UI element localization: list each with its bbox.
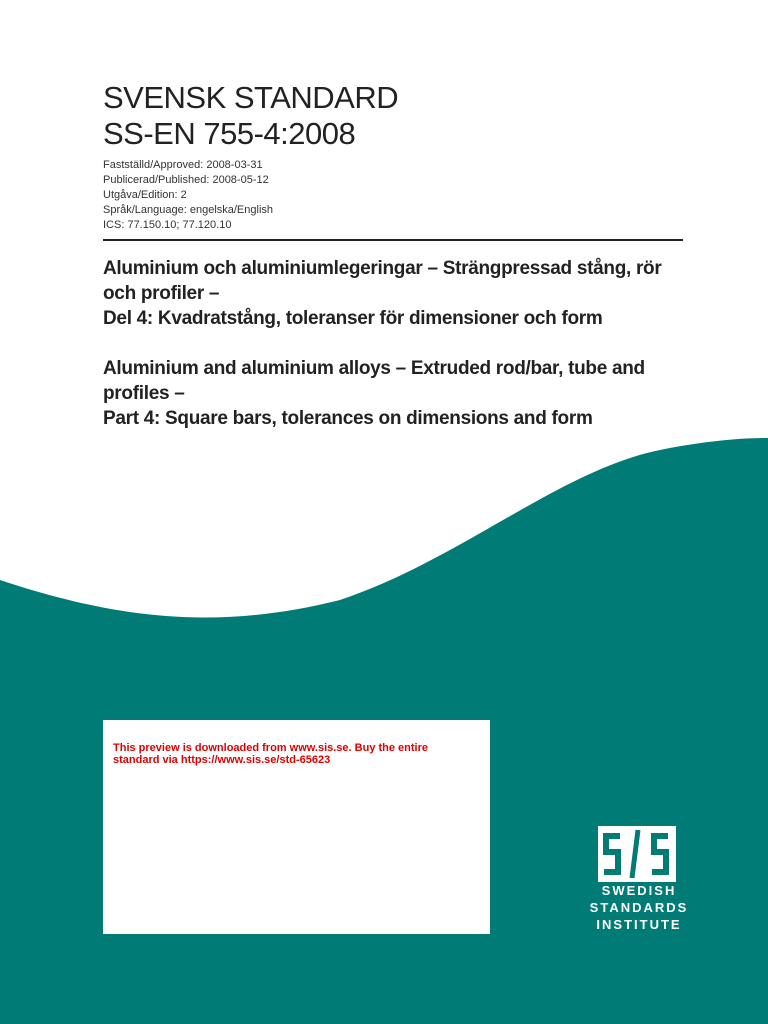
preview-notice-line: This preview is downloaded from www.sis.se. Buy the entire <box>113 742 428 754</box>
swedish-title-line: Aluminium och aluminiumlegeringar – Strängpressad stång, rör <box>103 258 662 279</box>
english-title-line: profiles – <box>103 383 185 404</box>
preview-notice-box <box>103 720 490 934</box>
sis-logo-mark-icon <box>598 826 676 882</box>
header-block <box>103 80 703 233</box>
logo-text-line: INSTITUTE <box>596 917 682 932</box>
header-divider <box>103 239 683 241</box>
swedish-title <box>103 256 703 331</box>
meta-published: Publicerad/Published: 2008-05-12 <box>103 174 269 186</box>
meta-ics: ICS: 77.150.10; 77.120.10 <box>103 219 232 231</box>
sis-logo <box>584 826 694 933</box>
english-title <box>103 356 703 431</box>
metadata-list <box>103 158 703 233</box>
logo-text-line: SWEDISH <box>601 883 677 898</box>
swedish-title-line: Del 4: Kvadratstång, toleranser för dimensioner och form <box>103 308 603 329</box>
meta-language: Språk/Language: engelska/English <box>103 204 274 216</box>
preview-notice-line: standard via https://www.sis.se/std-65623 <box>113 754 331 766</box>
swedish-title-line: och profiler – <box>103 283 220 304</box>
meta-edition: Utgåva/Edition: 2 <box>103 189 187 201</box>
english-title-line: Aluminium and aluminium alloys – Extruded rod/bar, tube and <box>103 358 645 379</box>
document-titles <box>103 256 703 431</box>
meta-approved: Fastställd/Approved: 2008-03-31 <box>103 159 263 171</box>
english-title-line: Part 4: Square bars, tolerances on dimensions and form <box>103 408 593 429</box>
standard-number: SS-EN 755-4:2008 <box>103 116 356 151</box>
logo-text-line: STANDARDS <box>589 900 689 915</box>
preview-notice[interactable] <box>113 742 483 766</box>
standard-name: SVENSK STANDARD <box>103 80 399 115</box>
